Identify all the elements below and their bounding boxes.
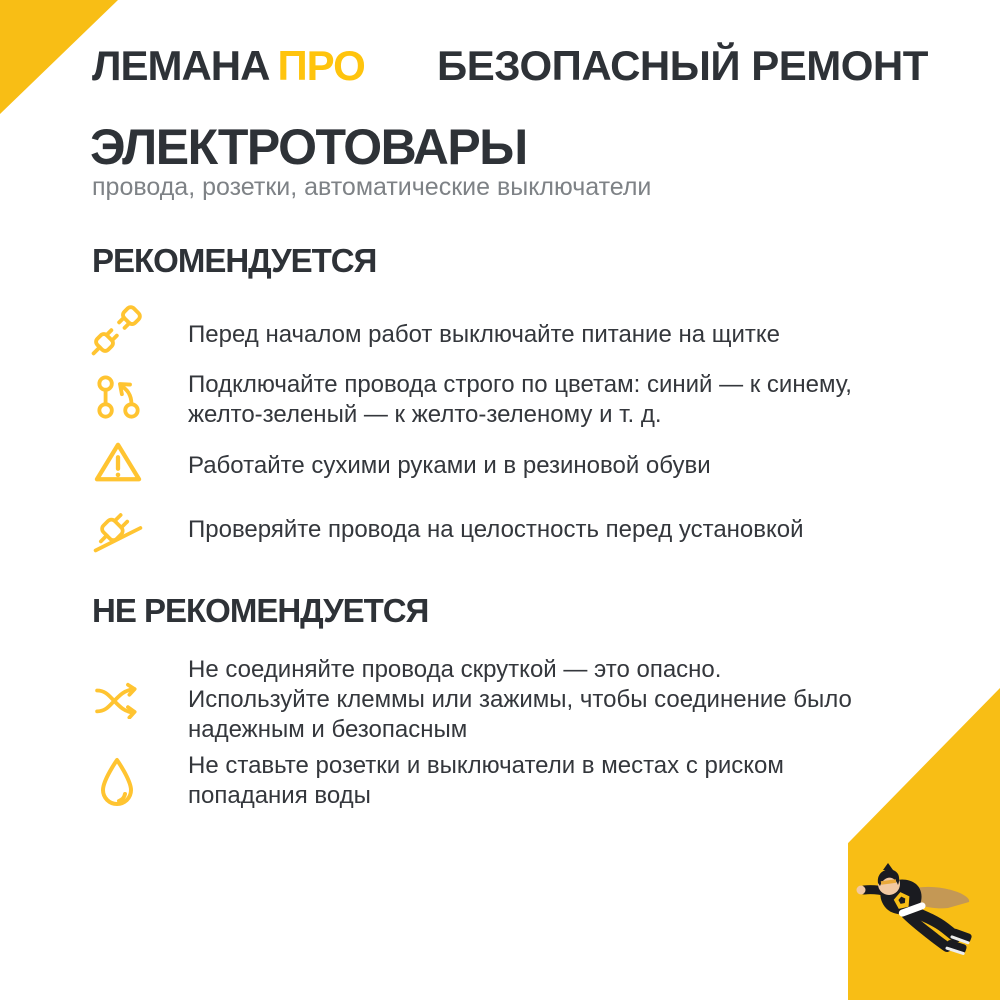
warning-triangle-icon (93, 440, 143, 484)
item-line: Не соединяйте провода скруткой — это опасно. (188, 656, 722, 683)
item-line: попадания воды (188, 782, 371, 809)
superhero-mascot (848, 858, 978, 968)
recommended-item (188, 451, 948, 481)
item-line: Перед началом работ выключайте питание на щитке (188, 321, 780, 348)
plug-cable-icon (90, 500, 146, 556)
header-title: БЕЗОПАСНЫЙ РЕМОНТ (437, 42, 928, 89)
page-title: ЭЛЕКТРОТОВАРЫ (90, 119, 527, 175)
recommended-heading: РЕКОМЕНДУЕТСЯ (92, 242, 377, 279)
item-line: желто-зеленый — к желто-зеленому и т. д. (188, 401, 662, 428)
twisted-wires-icon (93, 681, 143, 719)
item-line: Работайте сухими руками и в резиновой обуви (188, 452, 711, 479)
brand-logo-accent: ПРО (277, 42, 365, 89)
not-recommended-heading: НЕ РЕКОМЕНДУЕТСЯ (92, 592, 429, 629)
not-recommended-item (188, 655, 948, 745)
item-line: Проверяйте провода на целостность перед установкой (188, 516, 804, 543)
item-line: Не ставьте розетки и выключатели в местах с риском (188, 752, 784, 779)
brand-logo (92, 42, 365, 90)
item-line: Подключайте провода строго по цветам: синий — к синему, (188, 371, 852, 398)
unplugged-plugs-icon (90, 303, 144, 357)
wires-by-color-icon (96, 374, 142, 420)
item-line: Используйте клеммы или зажимы, чтобы соединение было (188, 686, 852, 713)
not-recommended-item (188, 751, 948, 811)
recommended-item (188, 370, 948, 430)
recommended-item (188, 320, 948, 350)
water-drop-icon (97, 756, 137, 808)
item-line: надежным и безопасным (188, 716, 468, 743)
page-subtitle: провода, розетки, автоматические выключатели (92, 173, 652, 201)
brand-logo-primary: ЛЕМАНА (92, 42, 270, 89)
recommended-item (188, 515, 948, 545)
